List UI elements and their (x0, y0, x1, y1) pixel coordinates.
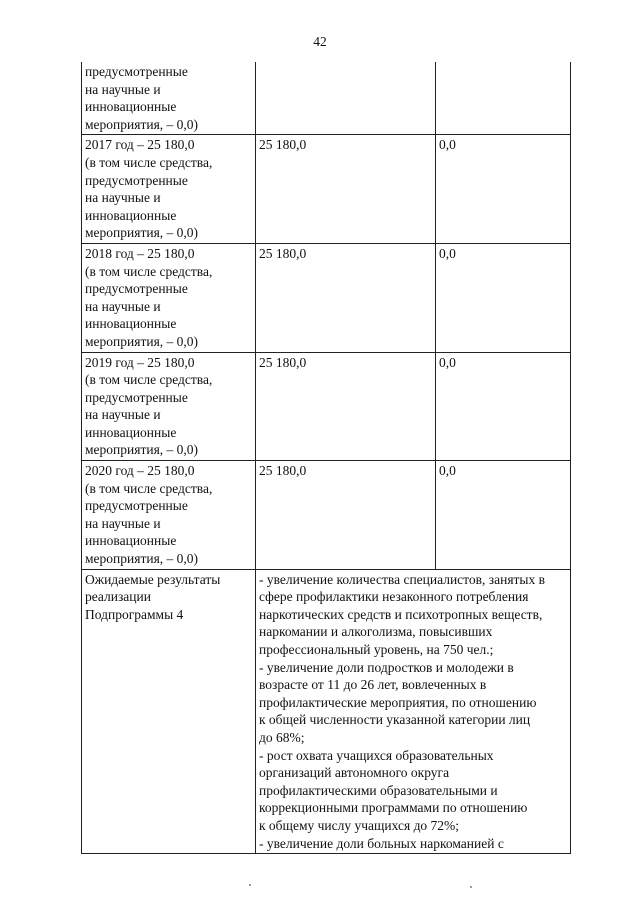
funding-description-cell: 2019 год – 25 180,0 (в том числе средства, предусмотренные на научные и инновационные мероприятия, – 0,0) (82, 352, 256, 461)
amount-cell (436, 62, 571, 135)
table-row (82, 243, 571, 352)
table-row (82, 569, 571, 854)
funding-description-cell: 2018 год – 25 180,0 (в том числе средства, предусмотренные на научные и инновационные мероприятия, – 0,0) (82, 243, 256, 352)
page-number: 42 (313, 34, 327, 49)
funding-description-cell: предусмотренные на научные и инновационные мероприятия, – 0,0) (82, 62, 256, 135)
amount-cell: 0,0 (436, 243, 571, 352)
amount-cell: 25 180,0 (256, 135, 436, 244)
expected-results-label: Ожидаемые результаты реализации Подпрограммы 4 (82, 569, 256, 854)
funding-description-cell: 2017 год – 25 180,0 (в том числе средства, предусмотренные на научные и инновационные мероприятия, – 0,0) (82, 135, 256, 244)
amount-cell: 25 180,0 (256, 352, 436, 461)
amount-cell: 0,0 (436, 461, 571, 570)
scan-speck (470, 886, 472, 888)
table-row (82, 461, 571, 570)
amount-cell (256, 62, 436, 135)
table-row (82, 62, 571, 135)
amount-cell: 0,0 (436, 352, 571, 461)
amount-cell: 25 180,0 (256, 243, 436, 352)
amount-cell: 0,0 (436, 135, 571, 244)
table-row (82, 352, 571, 461)
financing-table (81, 62, 571, 854)
amount-cell: 25 180,0 (256, 461, 436, 570)
table-row (82, 135, 571, 244)
expected-results-text: - увеличение количества специалистов, занятых в сфере профилактики незаконного потребления наркотических средств и психотропных веществ, наркомании и алкоголизма, повысивших профессиональный уровень, на 750 чел.; - увеличение доли подростков и молодежи в возрасте от 11 до 26 лет, вовлеченных в профилактические мероприятия, по отношению к общей численности указанной категории лиц до 68%; - рост охвата учащихся образовательных организаций автономного округа профилактическими образовательными и коррекционными программами по отношению к общему числу учащихся до 72%; - увеличение доли больных наркоманией с (256, 569, 571, 854)
scan-speck (249, 884, 251, 886)
funding-description-cell: 2020 год – 25 180,0 (в том числе средства, предусмотренные на научные и инновационные мероприятия, – 0,0) (82, 461, 256, 570)
